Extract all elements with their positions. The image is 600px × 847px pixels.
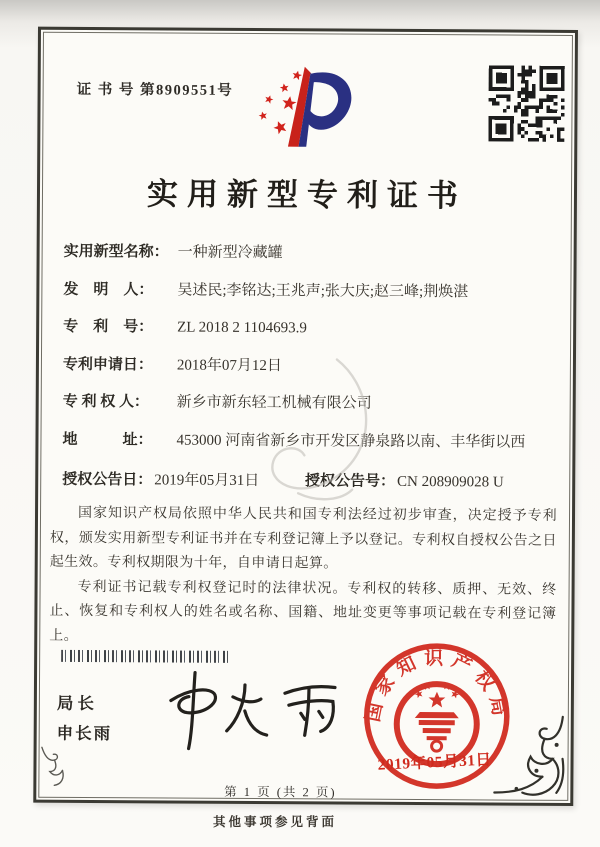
seal-date: 2019年05月31日 xyxy=(377,751,492,774)
field-value: 453000 河南省新乡市开发区静泉路以南、丰华街以西 xyxy=(176,432,526,451)
field-row-patent-number xyxy=(63,315,555,342)
field-value: 一种新型冷藏罐 xyxy=(177,244,283,262)
back-side-note: 其他事项参见背面 xyxy=(212,815,337,829)
certificate-sheet xyxy=(33,27,578,806)
field-value: ZL 2018 2 1104693.9 xyxy=(177,319,307,337)
commissioner-title: 局长 xyxy=(56,693,98,714)
grant-number-label: 授权公告号： xyxy=(304,473,396,490)
field-label: 发 明 人： xyxy=(63,281,154,298)
grant-date-value: 2019年05月31日 xyxy=(154,472,260,490)
qr-code xyxy=(488,65,564,141)
legal-paragraph-2: 专利证书记载专利权登记时的法律状况。专利权的转移、质押、无效、终止、恢复和专利权人的姓名或名称、国籍、地址变更等事项记载在专利登记簿上。 xyxy=(49,579,557,644)
grant-number-value: CN 208909028 U xyxy=(396,473,504,491)
grant-date-group xyxy=(62,472,263,489)
field-label: 专 利 号： xyxy=(63,318,154,336)
legal-paragraph-1: 国家知识产权局依照中华人民共和国专利法经过初步审查，决定授予专利权，颁发实用新型专利证书并在专利登记簿上予以登记。专利权自授权公告之日起生效。专利权期限为十年，自申请日起算。 xyxy=(49,505,558,572)
field-label: 专 利 权 人： xyxy=(62,393,150,411)
seal-ring-text: 国家知识产权局 xyxy=(362,648,511,725)
field-row-name xyxy=(64,240,556,267)
field-value: 吴述民;李铭达;王兆声;张大庆;赵三峰;荆焕湛 xyxy=(177,282,469,300)
field-value: 2018年07月12日 xyxy=(176,357,283,374)
certificate-number: 证 书 号 第8909551号 xyxy=(76,81,234,99)
page-number: 第 1 页 (共 2 页) xyxy=(224,784,337,800)
cnipa-logo-icon xyxy=(252,63,359,150)
field-label: 实用新型名称： xyxy=(63,243,169,261)
watermark-swirl xyxy=(240,351,413,516)
signature-handwriting xyxy=(149,662,362,759)
commissioner-name: 申长雨 xyxy=(56,723,113,744)
field-value: 新乡市新东轻工机械有限公司 xyxy=(176,394,372,412)
field-label: 地 址： xyxy=(62,431,153,448)
field-label: 专利申请日： xyxy=(62,356,154,373)
field-row-inventors xyxy=(63,277,555,304)
certificate-title: 实用新型专利证书 xyxy=(146,176,468,214)
barcode xyxy=(61,650,229,663)
legal-text xyxy=(49,502,557,652)
grant-date-label: 授权公告日： xyxy=(62,471,153,489)
